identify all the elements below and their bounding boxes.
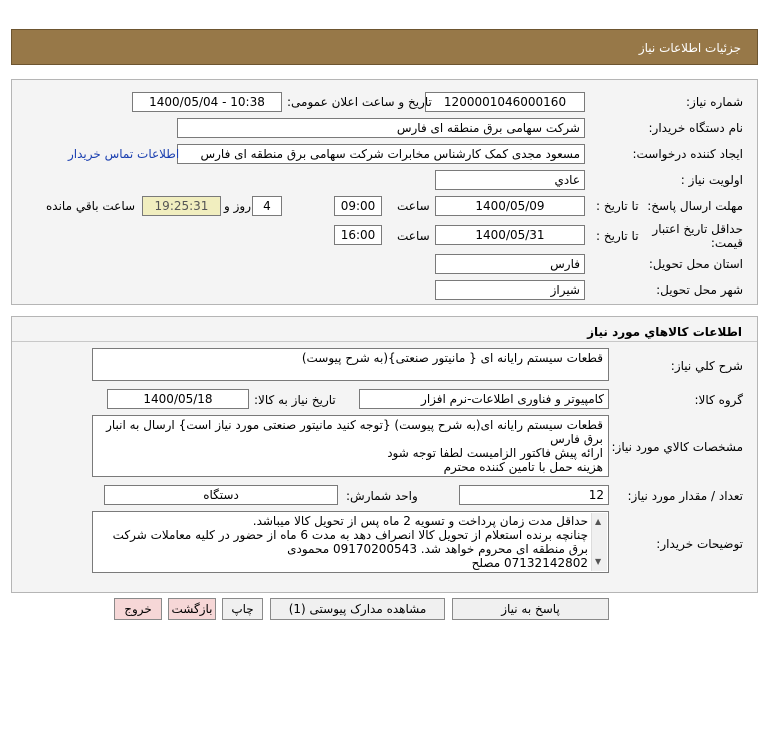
unit-field: دستگاه <box>104 485 338 505</box>
validity-time-field: 16:00 <box>334 225 382 245</box>
validity-label-line2: قیمت: <box>710 236 743 250</box>
spec-line: قطعات سیستم رایانه ای(به شرح پیوست) {توجه کنید مانیتور صنعتی مورد نیاز است} ارسال به انبار <box>106 418 603 432</box>
back-button[interactable]: بازگشت <box>168 598 216 620</box>
deadline-label: مهلت ارسال پاسخ: <box>647 199 743 213</box>
page-title: جزئیات اطلاعات نیاز <box>638 41 741 55</box>
quantity-field: 12 <box>459 485 609 505</box>
exit-button[interactable]: خروج <box>114 598 162 620</box>
province-label: استان محل تحویل: <box>648 257 743 271</box>
need-number-field: 1200001046000160 <box>425 92 585 112</box>
validity-time-label: ساعت <box>397 229 430 243</box>
need-details-panel <box>11 79 758 305</box>
spec-field <box>92 415 609 477</box>
deadline-date-field: 1400/05/09 <box>435 196 585 216</box>
spec-label: مشخصات کالاي مورد نياز: <box>611 440 743 454</box>
buyer-label: نام دستگاه خریدار: <box>648 121 743 135</box>
spec-line: برق فارس <box>550 432 603 446</box>
notes-line: چنانچه برنده استعلام از تحویل کالا انصراف دهد به مدت 6 ماه از حضور در کلیه معاملات شرکت <box>112 528 588 542</box>
spec-line: ارائه پیش فاکتور الزامیست لطفا توجه شود <box>387 446 603 460</box>
validity-label-line1: حداقل تاریخ اعتبار <box>652 222 743 236</box>
unit-label: واحد شمارش: <box>346 489 418 503</box>
scroll-up-icon[interactable]: ▲ <box>595 517 602 526</box>
buyer-contact-link[interactable]: اطلاعات تماس خریدار <box>68 147 180 161</box>
print-button[interactable]: چاپ <box>222 598 263 620</box>
validity-date-field: 1400/05/31 <box>435 225 585 245</box>
need-date-field: 1400/05/18 <box>107 389 249 409</box>
priority-field: عادي <box>435 170 585 190</box>
group-label: گروه کالا: <box>694 393 743 407</box>
city-field: شیراز <box>435 280 585 300</box>
city-label: شهر محل تحویل: <box>656 283 743 297</box>
buyer-notes-label: توضیحات خریدار: <box>656 537 743 551</box>
quantity-label: تعداد / مقدار مورد نیاز: <box>627 489 743 503</box>
section-divider <box>12 341 757 342</box>
deadline-time-field: 09:00 <box>334 196 382 216</box>
summary-field <box>92 348 609 381</box>
summary-label: شرح کلي نياز: <box>670 359 743 373</box>
notes-line: 07132142802 مصلح <box>471 556 588 570</box>
reply-to-need-button[interactable]: پاسخ به نیاز <box>452 598 609 620</box>
need-date-label: تاریخ نیاز به کالا: <box>254 393 336 407</box>
buyer-field: شرکت سهامی برق منطقه ای فارس <box>177 118 585 138</box>
group-field: کامپیوتر و فناوری اطلاعات-نرم افزار <box>359 389 609 409</box>
notes-line: برق منطقه ای محروم خواهد شد. 09170200543 محمودی <box>287 542 588 556</box>
remaining-time-field: 19:25:31 <box>142 196 221 216</box>
buyer-notes-field[interactable] <box>92 511 609 573</box>
summary-text: قطعات سیستم رایانه ای { مانیتور صنعتی}(به شرح پیوست) <box>301 351 603 365</box>
notes-scrollbar[interactable] <box>591 513 607 571</box>
deadline-time-label: ساعت <box>397 199 430 213</box>
creator-field: مسعود مجدی کمک کارشناس مخابرات شرکت سهامی برق منطقه ای فارس <box>177 144 585 164</box>
page-header <box>11 29 758 65</box>
announce-label: تاریخ و ساعت اعلان عمومی: <box>287 95 432 109</box>
view-attachments-button[interactable]: مشاهده مدارک پیوستی (1) <box>270 598 445 620</box>
days-remaining-field: 4 <box>252 196 282 216</box>
deadline-to-date-label: تا تاریخ : <box>596 199 639 213</box>
validity-to-date-label: تا تاریخ : <box>596 229 639 243</box>
announce-field: 1400/05/04 - 10:38 <box>132 92 282 112</box>
province-field: فارس <box>435 254 585 274</box>
notes-line: حداقل مدت زمان پرداخت و تسویه 2 ماه پس از تحویل کالا میباشد. <box>252 514 588 528</box>
days-label: روز و <box>224 199 251 213</box>
creator-label: ایجاد کننده درخواست: <box>632 147 743 161</box>
scroll-down-icon[interactable]: ▼ <box>595 557 602 566</box>
spec-line: هزینه حمل با تامین کننده محترم <box>443 460 603 474</box>
priority-label: اولویت نیاز : <box>680 173 743 187</box>
remaining-label: ساعت باقي مانده <box>46 199 136 213</box>
goods-section-title: اطلاعات کالاهاي مورد نياز <box>587 325 742 339</box>
need-number-label: شماره نیاز: <box>686 95 743 109</box>
